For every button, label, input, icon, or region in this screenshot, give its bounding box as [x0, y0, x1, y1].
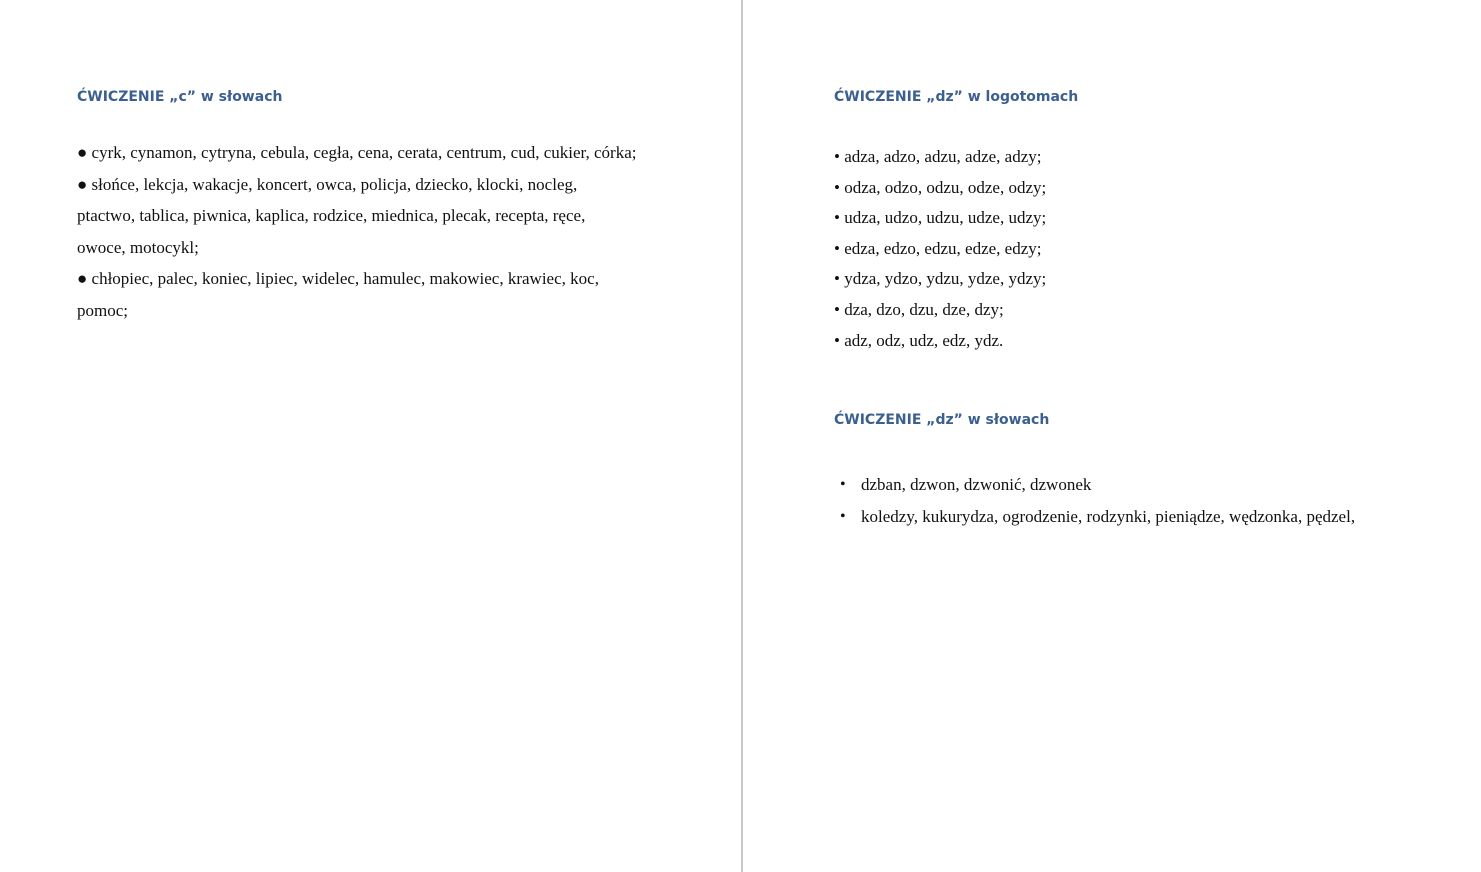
dz-words-heading: ĆWICZENIE „dz” w słowach [834, 412, 1050, 428]
list-item: • udza, udzo, udzu, udze, udzy; [834, 208, 1047, 228]
c-exercise-heading: ĆWICZENIE „c” w słowach [77, 89, 283, 105]
list-item-text: dzban, dzwon, dzwonić, dzwonek [861, 475, 1092, 494]
list-item: • edza, edzo, edzu, edze, edzy; [834, 238, 1042, 258]
c-word-list [77, 137, 637, 326]
list-item: • odza, odzo, odzu, odze, odzy; [834, 177, 1047, 197]
list-item-text: koledzy, kukurydza, ogrodzenie, rodzynki, pieniądze, wędzonka, pędzel, [861, 506, 1356, 526]
dz-logotomy-list [834, 142, 1046, 356]
bullet: • [840, 476, 846, 493]
bullet: ● [77, 269, 88, 288]
list-item [834, 469, 1355, 501]
list-item: • dza, dzo, dzu, dze, dzy; [834, 299, 1004, 319]
list-item-text: chłopiec, palec, koniec, lipiec, widelec, hamulec, makowiec, krawiec, koc, pomoc; [77, 269, 599, 320]
list-item-text: cyrk, cynamon, cytryna, cebula, cegła, cena, cerata, centrum, cud, cukier, córka; [91, 143, 637, 162]
dz-word-list [834, 469, 1355, 532]
list-item [77, 137, 637, 169]
right-page [743, 0, 1481, 872]
bullet: ● [77, 174, 88, 194]
list-item [77, 263, 637, 326]
bullet: ● [77, 143, 88, 162]
bullet: • [840, 507, 846, 525]
list-item: • adza, adzo, adzu, adze, adzy; [834, 147, 1042, 166]
list-item [834, 501, 1355, 533]
list-item: • adz, odz, udz, edz, ydz. [834, 330, 1004, 350]
list-item: • ydza, ydzo, ydzu, ydze, ydzy; [834, 269, 1047, 289]
list-item [77, 169, 637, 264]
list-item-text: słońce, lekcja, wakacje, koncert, owca, policja, dziecko, klocki, nocleg, ptactwo, tablica, piwnica, kaplica, rodzice, miednica, plecak, recepta, ręce, owoce, motocykl; [77, 174, 586, 257]
dz-logotomy-heading: ĆWICZENIE „dz” w logotomach [834, 89, 1079, 105]
